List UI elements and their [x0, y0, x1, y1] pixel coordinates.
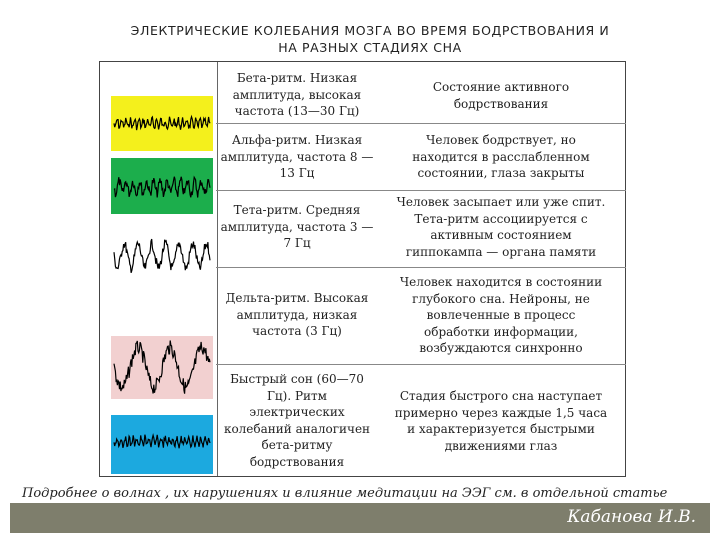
footnote: Подробнее о волнах , их нарушениях и влияние медитации на ЭЭГ см. в отдельной статье — [22, 486, 668, 501]
row-separator — [216, 190, 626, 191]
rem-state: Стадия быстрого сна наступает примерно через каждые 1,5 часа и характеризуется быстрыми движениями глаз — [394, 389, 608, 453]
row-separator — [216, 364, 626, 365]
author-name: Кабанова И.В. — [567, 507, 696, 527]
beta-swatch — [111, 96, 213, 151]
theta-description: Тета-ритм. Средняя амплитуда, частота 3 —7 Гц — [220, 203, 374, 250]
delta-swatch — [111, 336, 213, 399]
title-line-2: НА РАЗНЫХ СТАДИЯХ СНА — [278, 40, 462, 55]
eeg-wave-trace — [111, 96, 213, 151]
page-title — [60, 22, 680, 56]
alpha-description: Альфа-ритм. Низкая амплитуда, частота 8 —13 Гц — [220, 133, 374, 180]
theta-swatch — [111, 226, 213, 276]
beta-state: Состояние активного бодрствования — [432, 80, 570, 111]
delta-description: Дельта-ритм. Высокая амплитуда, низкая частота (3 Гц) — [225, 291, 369, 338]
beta-description: Бета-ритм. Низкая амплитуда, высокая частота (13—30 Гц) — [232, 71, 362, 118]
eeg-wave-trace — [111, 158, 213, 214]
alpha-swatch — [111, 158, 213, 214]
theta-state: Человек засыпает или уже спит. Тета-ритм ассоциируется с активным состоянием гиппокампа — органа памяти — [396, 195, 606, 259]
eeg-wave-trace — [111, 226, 213, 276]
rem-description: Быстрый сон (60—70 Гц). Ритм электрических колебаний аналогичен бета-ритму бодрствования — [223, 372, 371, 469]
row-separator — [216, 123, 626, 124]
delta-state: Человек находится в состоянии глубокого сна. Нейроны, не вовлеченные в процесс обработки информации, возбуждаются синхронно — [399, 275, 603, 355]
title-line-1: ЭЛЕКТРИЧЕСКИЕ КОЛЕБАНИЯ МОЗГА ВО ВРЕМЯ БОДРСТВОВАНИЯ И — [130, 23, 610, 38]
rem-swatch — [111, 415, 213, 474]
eeg-wave-trace — [111, 336, 213, 399]
alpha-state: Человек бодрствует, но находится в расслабленном состоянии, глаза закрыты — [412, 133, 590, 180]
eeg-wave-trace — [111, 415, 213, 474]
footer-bar — [10, 503, 710, 533]
row-separator — [216, 267, 626, 268]
